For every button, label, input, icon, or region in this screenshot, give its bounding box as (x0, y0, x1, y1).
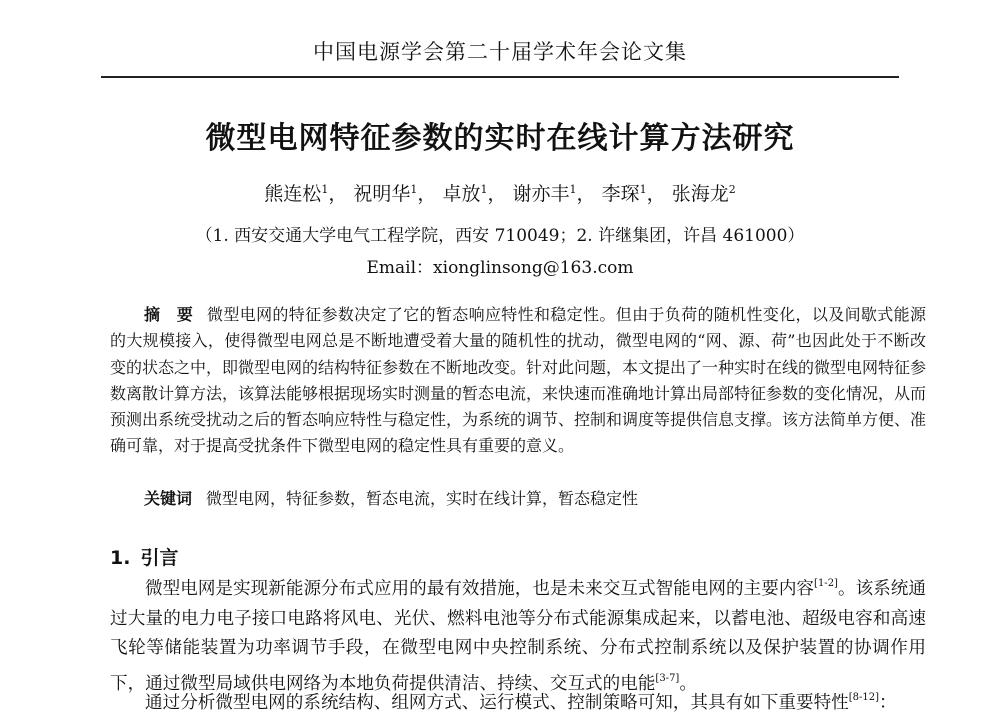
author-separator: ， (646, 183, 666, 205)
abstract (110, 302, 926, 460)
running-head: 中国电源学会第二十届学术年会论文集 (313, 40, 687, 64)
author-name: 卓放 (442, 183, 481, 205)
abstract-label: 摘 要 (144, 305, 194, 324)
author-separator: ， (328, 183, 348, 205)
citation: [3-7] (655, 672, 680, 684)
intro-paragraph-1 (110, 569, 926, 699)
paragraph-text: 。 (679, 673, 697, 694)
keywords-text: 微型电网，特征参数，暂态电流，实时在线计算，暂态稳定性 (206, 489, 639, 508)
paragraph-text: 。该系统通过大量的电力电子接口电路将风电、光伏、燃料电池等分布式能源集成起来，以蓄电池、超级电容和高速飞轮等储能装置为功率调节手段，在微型电网中央控制系统、分布式控制系统以及保护装置的协调作用下，通过微型局域供电网络为本地负荷提供清洁、持续、交互式的电能 (110, 579, 926, 694)
author-affiliation-mark: 1 (569, 183, 577, 196)
author-affiliation-mark: 1 (321, 183, 329, 196)
author-affiliation-mark: 1 (410, 183, 418, 196)
author-affiliation-mark: 2 (728, 183, 736, 196)
author-email: Email：xionglinsong@163.com (366, 258, 634, 278)
author-name: 谢亦丰 (512, 183, 570, 205)
paragraph-text: 通过分析微型电网的系统结构、组网方式、运行模式、控制策略可知，其具有如下重要特性 (145, 693, 849, 713)
paper-title: 微型电网特征参数的实时在线计算方法研究 (205, 121, 795, 156)
author-affiliation-mark: 1 (480, 183, 488, 196)
author-list (0, 179, 1000, 206)
author-separator: ， (417, 183, 437, 205)
author-name: 李琛 (601, 183, 640, 205)
section-heading (110, 543, 178, 570)
header-rule (101, 76, 899, 78)
author-separator: ， (487, 183, 507, 205)
keywords (110, 486, 926, 509)
author-separator: ， (576, 183, 596, 205)
author-name: 张海龙 (671, 183, 729, 205)
affiliation-line: （1. 西安交通大学电气工程学院，西安 710049；2. 许继集团，许昌 461000） (195, 226, 805, 246)
intro-paragraph-2 (110, 683, 926, 719)
citation: [8-12] (848, 692, 880, 703)
author-affiliation-mark: 1 (639, 183, 647, 196)
paragraph-text: 微型电网是实现新能源分布式应用的最有效措施，也是未来交互式智能电网的主要内容 (145, 579, 815, 599)
author-name: 熊连松 (264, 183, 322, 205)
keywords-label: 关键词 (144, 489, 193, 508)
section-number: 1. (110, 547, 131, 569)
paragraph-text: ： (879, 693, 897, 713)
author-name: 祝明华 (353, 183, 411, 205)
abstract-text: 微型电网的特征参数决定了它的暂态响应特性和稳定性。但由于负荷的随机性变化，以及间歇式能源的大规模接入，使得微型电网总是不断地遭受着大量的随机性的扰动，微型电网的“网、源、荷”也因此处于不断改变的状态之中，即微型电网的结构特征参数在不断地改变。针对此问题，本文提出了一种实时在线的微型电网特征参数离散计算方法，该算法能够根据现场实时测量的暂态电流，来快速而准确地计算出局部特征参数的变化情况，从而预测出系统受扰动之后的暂态响应特性与稳定性，为系统的调节、控制和调度等提供信息支撑。该方法简单方便、准确可靠，对于提高受扰条件下微型电网的稳定性具有重要的意义。 (110, 305, 927, 456)
citation: [1-2] (814, 578, 838, 589)
section-title: 引言 (140, 547, 179, 569)
